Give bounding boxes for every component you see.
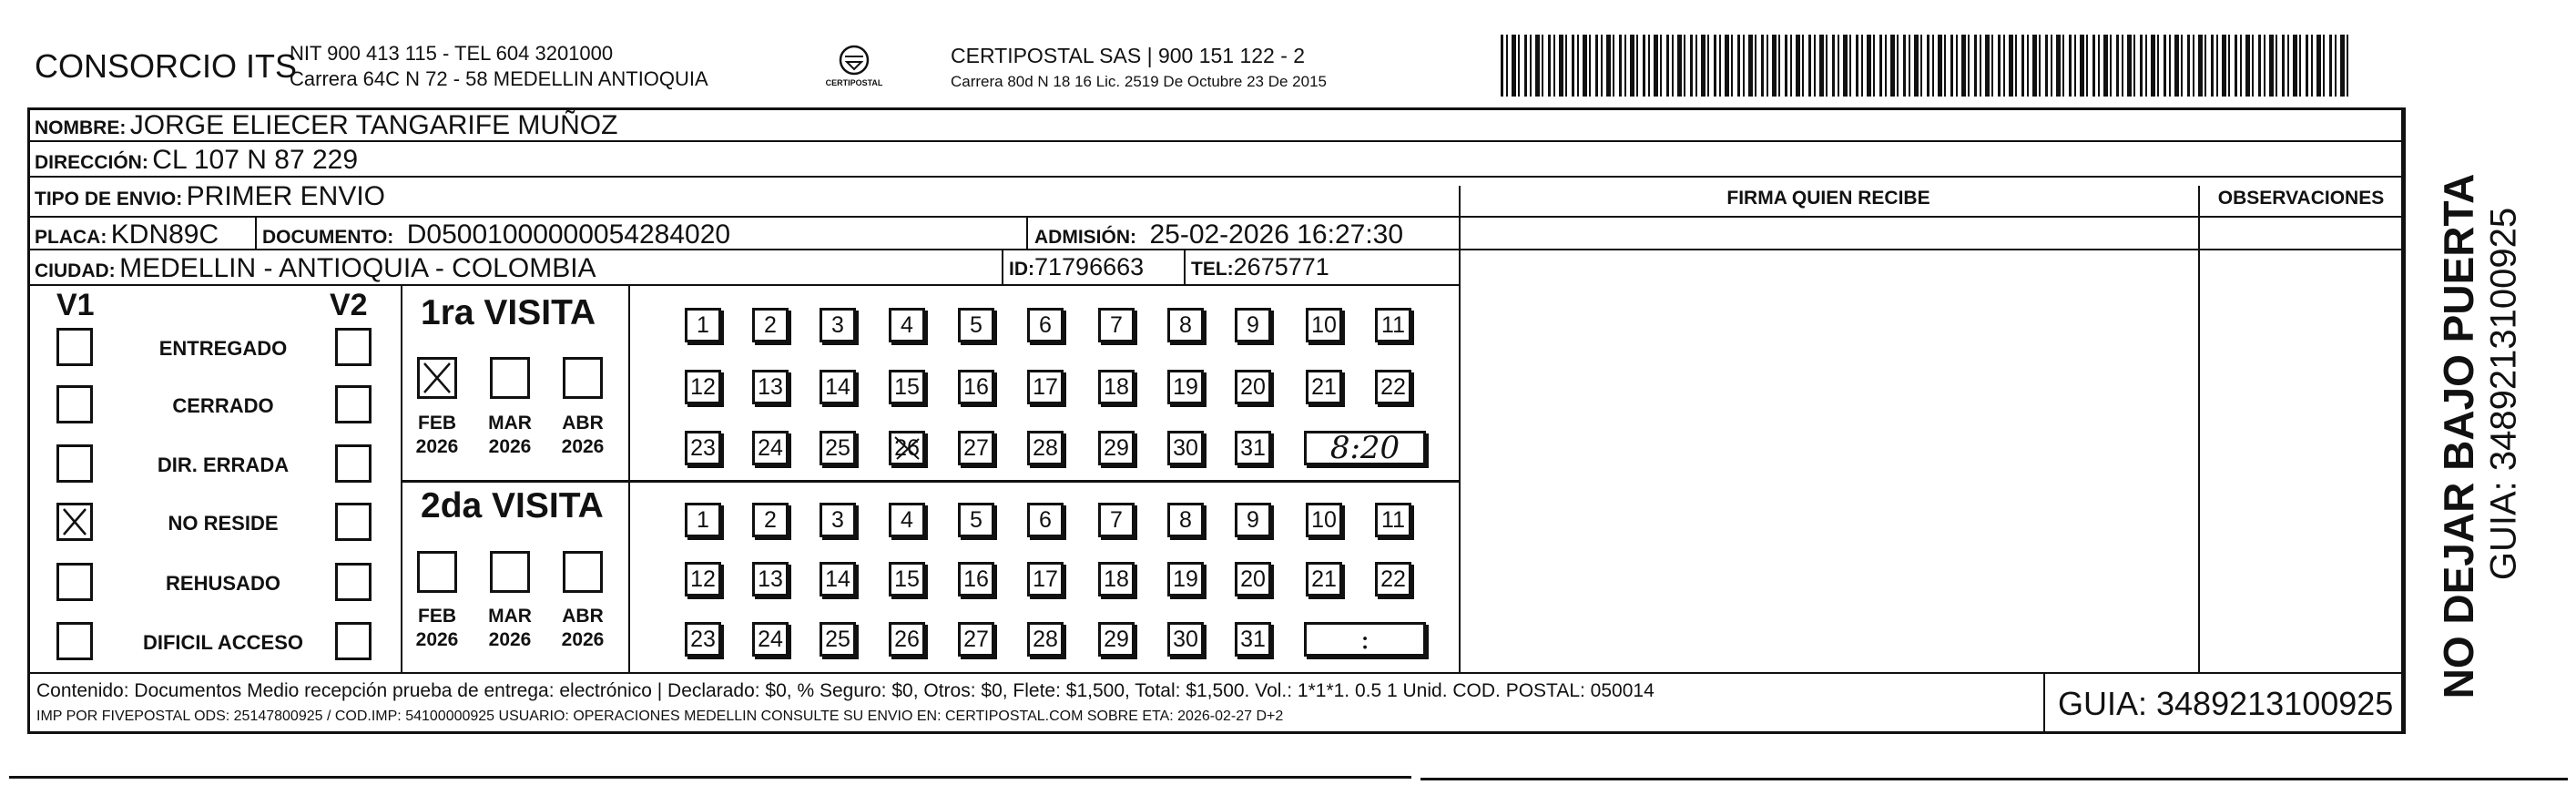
first-visit-month-checkbox[interactable]: [417, 357, 457, 399]
bottom-edge: [9, 776, 1411, 779]
first-visit-day[interactable]: 7: [1098, 308, 1135, 342]
footer-guia: GUIA: 3489213100925: [2058, 685, 2394, 722]
v2-header: V2: [330, 288, 368, 322]
ciudad-label: CIUDAD:: [35, 260, 116, 281]
second-visit-day[interactable]: 25: [820, 622, 856, 657]
status-label: CERRADO: [172, 394, 274, 417]
first-visit-day[interactable]: 12: [685, 370, 721, 404]
v2-checkbox[interactable]: [335, 444, 372, 483]
day-cross-mark-icon: [891, 433, 922, 463]
first-visit-day[interactable]: 19: [1167, 370, 1204, 404]
first-visit-month-label: ABR 2026: [561, 413, 605, 457]
first-visit-day[interactable]: 9: [1235, 308, 1271, 342]
first-visit-day[interactable]: 2: [752, 308, 789, 342]
footer-print-line: IMP POR FIVEPOSTAL ODS: 25147800925 / COD.IMP: 54100000925 USUARIO: OPERACIONES MEDELLIN CONSULTE SU ENVIO EN: CERTIPOSTAL.COM SOBRE ETA: 2026-02-27 D+2: [36, 709, 1284, 724]
v1-checkbox[interactable]: [56, 444, 93, 483]
first-visit-day[interactable]: 24: [752, 431, 789, 465]
tipo-label: TIPO DE ENVIO:: [35, 189, 183, 209]
second-visit-day[interactable]: 11: [1375, 503, 1411, 537]
second-visit-day[interactable]: 2: [752, 503, 789, 537]
company-line-1: NIT 900 413 115 - TEL 604 3201000: [290, 42, 614, 65]
ciudad-value: MEDELLIN - ANTIOQUIA - COLOMBIA: [119, 253, 596, 283]
tel-value: 2675771: [1233, 253, 1329, 280]
first-visit-day[interactable]: 20: [1235, 370, 1271, 404]
footer-content-line: Contenido: Documentos Medio recepción prueba de entrega: electrónico | Declarado: $0, % Seguro: $0, Otros: $0, Flete: $1,500, Total: $1,500. Vol.: 1*1*1. 0.5 1 Unid. COD. POSTAL: 050014: [36, 680, 1655, 701]
first-visit-day[interactable]: 3: [820, 308, 856, 342]
first-visit-day[interactable]: 22: [1375, 370, 1411, 404]
first-visit-title: 1ra VISITA: [421, 293, 596, 332]
first-visit-day[interactable]: 8: [1167, 308, 1204, 342]
direccion-label: DIRECCIÓN:: [35, 152, 148, 173]
company-line-2: Carrera 64C N 72 - 58 MEDELLIN ANTIOQUIA: [290, 67, 708, 90]
second-visit-day[interactable]: 22: [1375, 562, 1411, 596]
first-visit-day[interactable]: 11: [1375, 308, 1411, 342]
v2-checkbox[interactable]: [335, 622, 372, 660]
first-visit-day[interactable]: 29: [1098, 431, 1135, 465]
placa-field: [35, 219, 219, 250]
logo-text: CERTIPOSTAL: [825, 78, 883, 87]
status-label: ENTREGADO: [158, 337, 288, 360]
firma-header: FIRMA QUIEN RECIBE: [1726, 188, 1930, 209]
first-visit-day[interactable]: 26: [889, 431, 925, 465]
v1-checkbox[interactable]: [56, 563, 93, 601]
no-dejar-warning: NO DEJAR BAJO PUERTA: [2435, 173, 2482, 699]
second-visit-day[interactable]: 14: [820, 562, 856, 596]
id-value: 71796663: [1034, 253, 1145, 280]
second-visit-day[interactable]: 27: [958, 622, 994, 657]
second-visit-month-checkbox[interactable]: [563, 551, 603, 593]
observaciones-header: OBSERVACIONES: [2217, 188, 2385, 209]
first-visit-month-checkbox[interactable]: [490, 357, 530, 399]
certipostal-logo: [827, 40, 881, 95]
first-visit-day[interactable]: 23: [685, 431, 721, 465]
second-visit-day[interactable]: 16: [958, 562, 994, 596]
tel-field: [1191, 253, 1329, 281]
second-visit-day[interactable]: 19: [1167, 562, 1204, 596]
documento-label: DOCUMENTO:: [262, 227, 394, 248]
first-visit-day[interactable]: 30: [1167, 431, 1204, 465]
second-visit-day[interactable]: 9: [1235, 503, 1271, 537]
first-visit-day[interactable]: 6: [1027, 308, 1064, 342]
first-visit-month-label: FEB 2026: [415, 413, 459, 457]
direccion-row: [35, 145, 358, 176]
v1-checkbox[interactable]: [56, 503, 93, 541]
status-label: NO RESIDE: [168, 512, 279, 535]
second-visit-day[interactable]: 6: [1027, 503, 1064, 537]
first-visit-time[interactable]: 8:20: [1304, 431, 1426, 465]
second-visit-day[interactable]: 24: [752, 622, 789, 657]
v2-checkbox[interactable]: [335, 385, 372, 423]
carrier-line-2: Carrera 80d N 18 16 Lic. 2519 De Octubre 23 De 2015: [951, 73, 1327, 90]
second-visit-day[interactable]: 7: [1098, 503, 1135, 537]
second-visit-day[interactable]: 29: [1098, 622, 1135, 657]
second-visit-month-label: MAR 2026: [488, 606, 532, 650]
side-guia: GUIA: 3489213100925: [2483, 207, 2524, 581]
carrier-line-1: CERTIPOSTAL SAS | 900 151 122 - 2: [951, 44, 1306, 67]
v2-checkbox[interactable]: [335, 563, 372, 601]
second-visit-day[interactable]: 20: [1235, 562, 1271, 596]
status-label: DIFICIL ACCESO: [142, 631, 303, 654]
second-visit-day[interactable]: 23: [685, 622, 721, 657]
first-visit-day[interactable]: 15: [889, 370, 925, 404]
nombre-label: NOMBRE:: [35, 117, 127, 138]
barcode: [1501, 35, 2351, 97]
second-visit-month-label: FEB 2026: [415, 606, 459, 650]
v1-checkbox[interactable]: [56, 622, 93, 660]
v1-checkbox[interactable]: [56, 385, 93, 423]
second-visit-month-label: ABR 2026: [561, 606, 605, 650]
v1-checkbox[interactable]: [56, 328, 93, 366]
second-visit-day[interactable]: 3: [820, 503, 856, 537]
second-visit-day[interactable]: 15: [889, 562, 925, 596]
bottom-edge-right: [1420, 778, 2568, 780]
second-visit-day[interactable]: 30: [1167, 622, 1204, 657]
tipo-row: [35, 181, 385, 212]
side-divider: [2404, 107, 2406, 734]
admision-value: 25-02-2026 16:27:30: [1149, 219, 1404, 250]
placa-value: KDN89C: [110, 219, 219, 250]
first-visit-day[interactable]: 14: [820, 370, 856, 404]
documento-value: D05001000000054284020: [406, 219, 731, 250]
second-visit-day[interactable]: 1: [685, 503, 721, 537]
tel-label: TEL:: [1191, 259, 1234, 280]
second-visit-month-checkbox[interactable]: [490, 551, 530, 593]
second-visit-day[interactable]: 5: [958, 503, 994, 537]
ciudad-field: [35, 253, 596, 284]
first-visit-day[interactable]: 4: [889, 308, 925, 342]
admision-field: [1034, 219, 1403, 250]
company-name: CONSORCIO ITS: [35, 47, 298, 85]
second-visit-time[interactable]: :: [1304, 622, 1426, 657]
nombre-row: [35, 110, 617, 141]
second-visit-day[interactable]: 28: [1027, 622, 1064, 657]
status-label: DIR. ERRADA: [157, 454, 290, 476]
first-visit-day[interactable]: 5: [958, 308, 994, 342]
first-visit-day[interactable]: 16: [958, 370, 994, 404]
id-field: [1009, 253, 1144, 281]
second-visit-day[interactable]: 4: [889, 503, 925, 537]
v2-checkbox[interactable]: [335, 328, 372, 366]
first-visit-month-checkbox[interactable]: [563, 357, 603, 399]
first-visit-day[interactable]: 27: [958, 431, 994, 465]
first-visit-day[interactable]: 18: [1098, 370, 1135, 404]
status-label: REHUSADO: [166, 572, 280, 595]
tipo-value: PRIMER ENVIO: [186, 181, 386, 211]
documento-field: [262, 219, 730, 250]
second-visit-day[interactable]: 12: [685, 562, 721, 596]
first-visit-day[interactable]: 1: [685, 308, 721, 342]
first-visit-day[interactable]: 17: [1027, 370, 1064, 404]
first-visit-day[interactable]: 25: [820, 431, 856, 465]
second-visit-day[interactable]: 13: [752, 562, 789, 596]
id-label: ID:: [1009, 259, 1034, 280]
first-visit-day[interactable]: 31: [1235, 431, 1271, 465]
first-visit-day[interactable]: 10: [1306, 308, 1342, 342]
admision-label: ADMISIÓN:: [1034, 227, 1136, 248]
direccion-value: CL 107 N 87 229: [152, 145, 359, 175]
first-visit-day[interactable]: 13: [752, 370, 789, 404]
first-visit-month-label: MAR 2026: [488, 413, 532, 457]
first-visit-day[interactable]: 28: [1027, 431, 1064, 465]
first-visit-day[interactable]: 21: [1306, 370, 1342, 404]
v2-checkbox[interactable]: [335, 503, 372, 541]
second-visit-day[interactable]: 31: [1235, 622, 1271, 657]
second-visit-month-checkbox[interactable]: [417, 551, 457, 593]
second-visit-day[interactable]: 26: [889, 622, 925, 657]
second-visit-day[interactable]: 10: [1306, 503, 1342, 537]
second-visit-day[interactable]: 18: [1098, 562, 1135, 596]
second-visit-day[interactable]: 21: [1306, 562, 1342, 596]
second-visit-day[interactable]: 8: [1167, 503, 1204, 537]
placa-label: PLACA:: [35, 227, 107, 248]
second-visit-title: 2da VISITA: [421, 486, 604, 525]
v1-header: V1: [56, 288, 95, 322]
second-visit-day[interactable]: 17: [1027, 562, 1064, 596]
nombre-value: JORGE ELIECER TANGARIFE MUÑOZ: [129, 110, 618, 140]
